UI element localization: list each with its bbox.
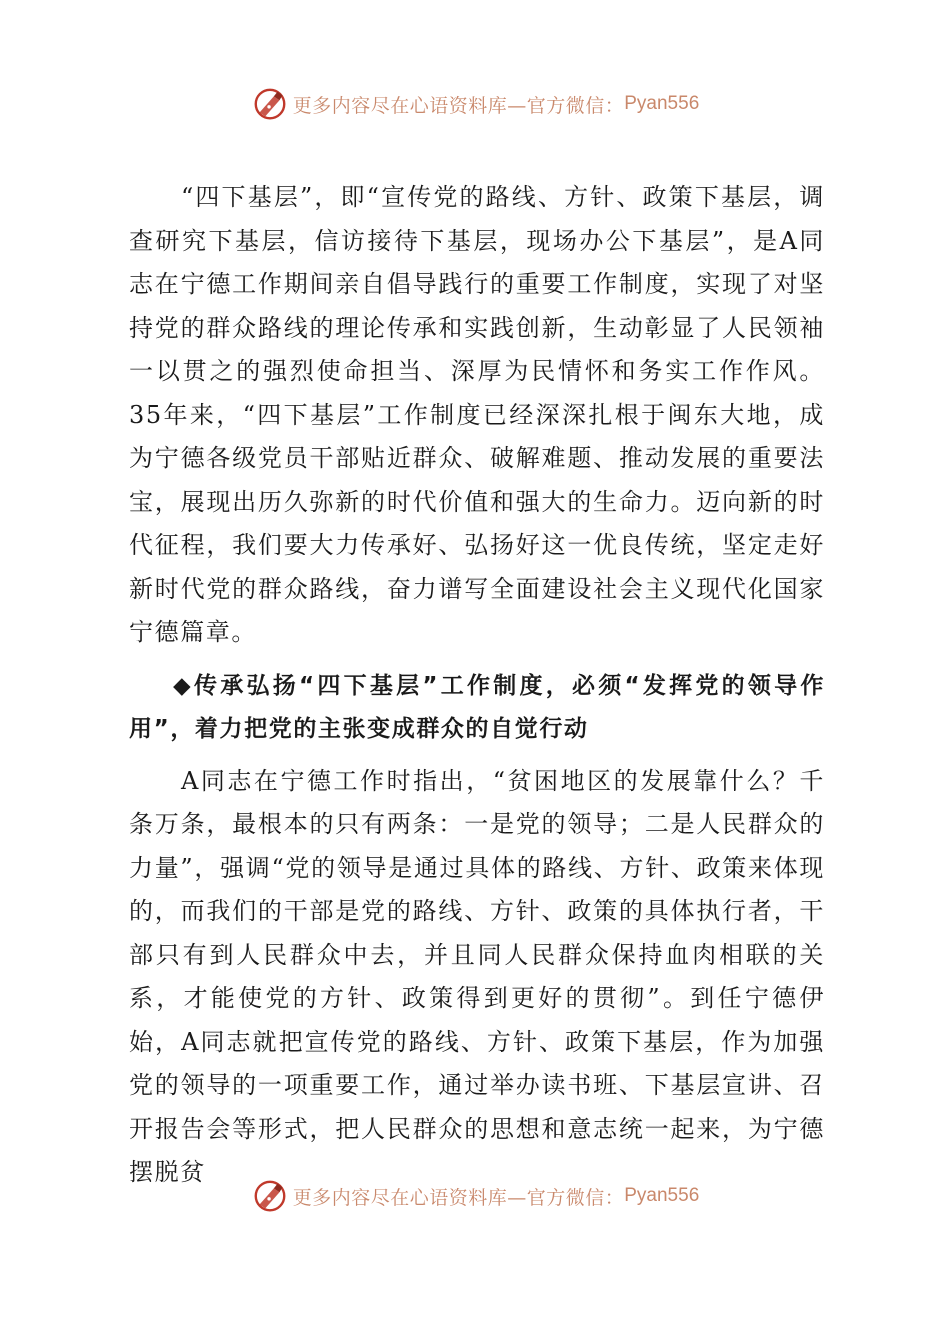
intro-paragraph: “四下基层”，即“宣传党的路线、方针、政策下基层，调查研究下基层，信访接待下基层，现场办公下基层”，是A同志在宁德工作期间亲自倡导践行的重要工作制度，实现了对坚持党的群众路线的理论传承和实践创新，生动彰显了人民领袖一以贯之的强烈使命担当、深厚为民情怀和务实工作作风。35年来，“四下基层”工作制度已经深深扎根于闽东大地，成为宁德各级党员干部贴近群众、破解难题、推动发展的重要法宝，展现出历久弥新的时代价值和强大的生命力。迈向新的时代征程，我们要大力传承好、弘扬好这一优良传统，坚定走好新时代党的群众路线，奋力谱写全面建设社会主义现代化国家宁德篇章。 <box>129 183 825 646</box>
header-watermark <box>0 84 950 124</box>
watermark-text: 更多内容尽在心语资料库—官方微信： <box>292 94 625 117</box>
footer-watermark <box>0 1176 950 1216</box>
pen-nib-logo-icon <box>251 85 289 123</box>
document-body <box>129 176 825 1195</box>
watermark-wechat-id: Pyan556 <box>624 1185 700 1206</box>
watermark-text: 更多内容尽在心语资料库—官方微信： <box>292 1186 625 1209</box>
body-paragraph: A同志在宁德工作时指出，“贫困地区的发展靠什么？千条万条，最根本的只有两条：一是党的领导；二是人民群众的力量”，强调“党的领导是通过具体的路线、方针、政策来体现的，而我们的干部是党的路线、方针、政策的具体执行者，干部只有到人民群众中去，并且同人民群众保持血肉相联的关系，才能使党的方针、政策得到更好的贯彻”。到任宁德伊始，A同志就把宣传党的路线、方针、政策下基层，作为加强党的领导的一项重要工作，通过举办读书班、下基层宣讲、召开报告会等形式，把人民群众的思想和意志统一起来，为宁德摆脱贫 <box>129 766 825 1186</box>
section-heading: ◆传承弘扬“四下基层”工作制度，必须“发挥党的领导作用”，着力把党的主张变成群众的自觉行动 <box>129 672 825 742</box>
watermark-wechat-id: Pyan556 <box>624 93 700 114</box>
pen-nib-logo-icon <box>251 1177 289 1215</box>
